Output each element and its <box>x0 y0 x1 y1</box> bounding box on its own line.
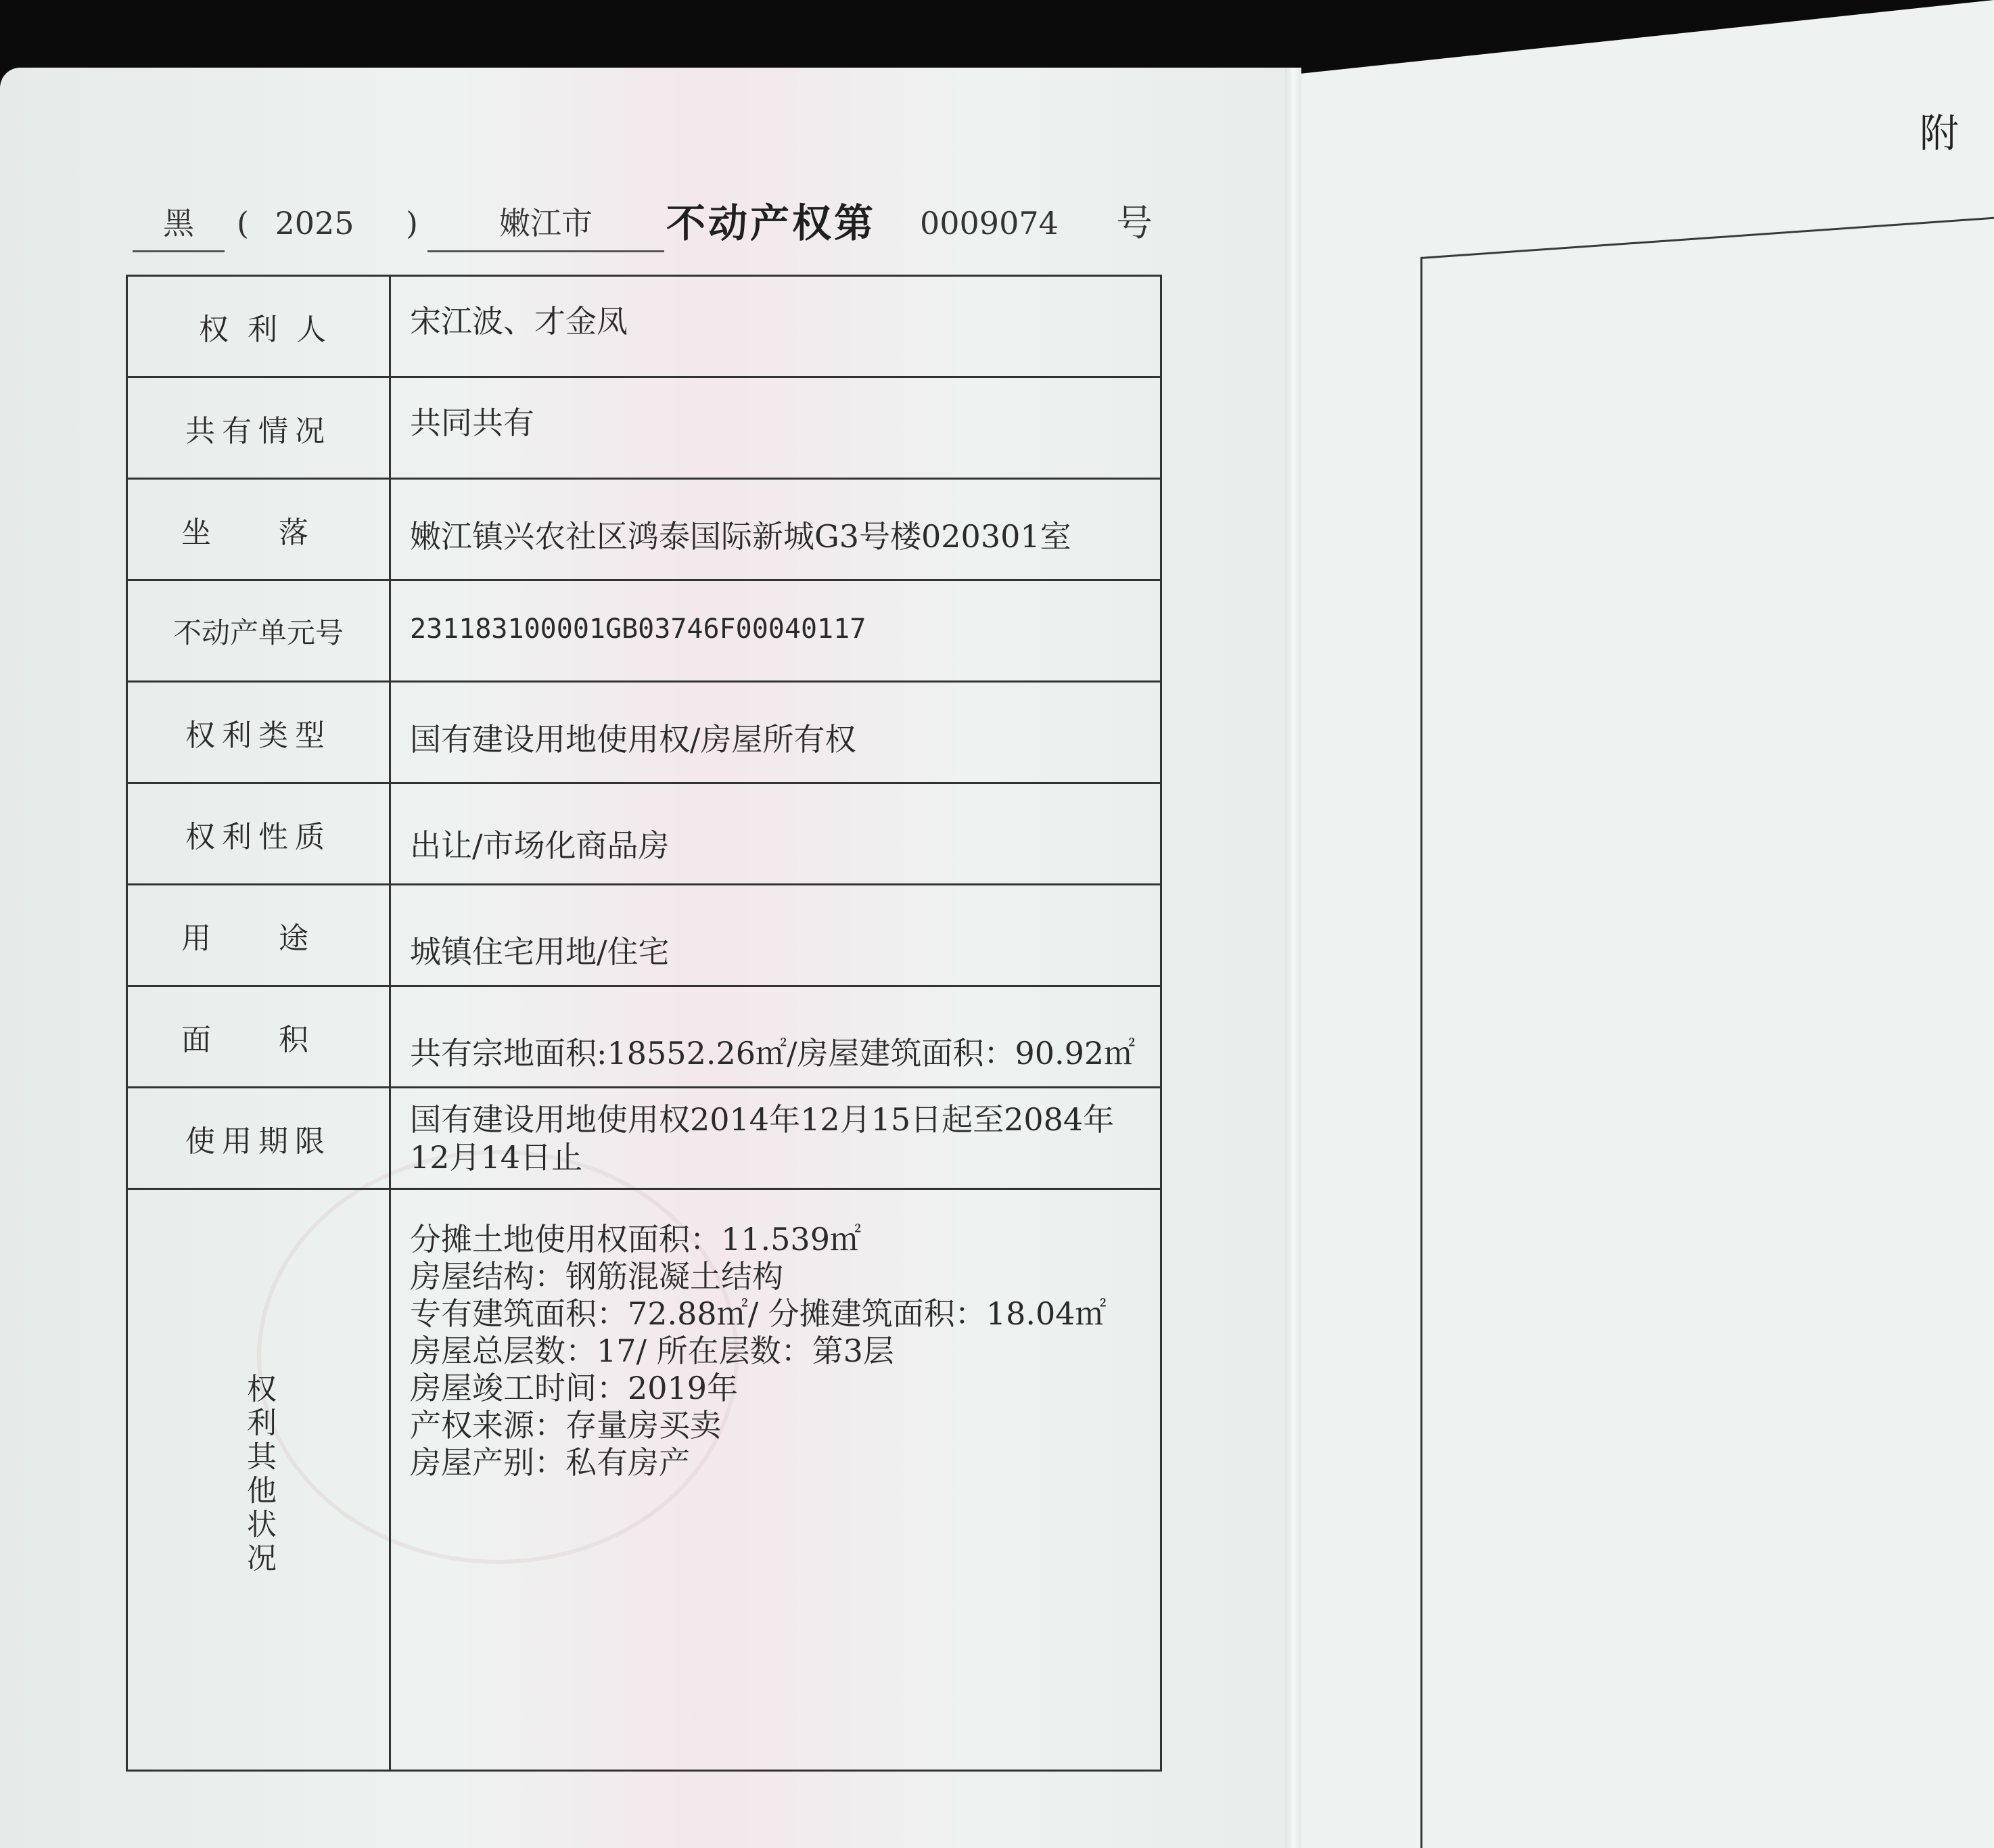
table-row <box>127 885 1161 986</box>
row-label-area: 面积 <box>127 986 390 1088</box>
attachment-heading: 附 <box>1920 110 1960 156</box>
row-value-owner: 宋江波、才金凤 <box>390 276 1161 377</box>
other-line: 房屋产别：私有房产 <box>410 1444 690 1481</box>
row-value-term: 国有建设用地使用权2014年12月15日起至2084年12月14日止 <box>390 1088 1161 1189</box>
row-label-other: 权利其他状况 <box>241 1373 276 1576</box>
table-row <box>127 986 1161 1088</box>
other-line: 产权来源：存量房买卖 <box>410 1407 721 1443</box>
table-row <box>127 682 1161 783</box>
certificate-number: 0009074 <box>920 205 1059 241</box>
table-row <box>127 1189 1161 1771</box>
year-open-paren: ( <box>237 205 249 241</box>
row-label-term: 使用期限 <box>127 1088 390 1189</box>
row-value-co-ownership: 共同共有 <box>390 377 1161 479</box>
attachment-frame <box>1420 216 1994 1848</box>
row-label-owner: 权利人 <box>127 276 390 377</box>
row-label-right-type: 权利类型 <box>127 682 390 783</box>
other-line: 房屋竣工时间：2019年 <box>410 1370 739 1406</box>
table-row <box>127 276 1161 377</box>
row-value-area: 共有宗地面积:18552.26㎡/房屋建筑面积：90.92㎡ <box>390 986 1161 1088</box>
certificate-suffix: 号 <box>1116 202 1153 244</box>
row-value-right-type: 国有建设用地使用权/房屋所有权 <box>390 682 1161 783</box>
book-spine <box>1285 68 1301 1848</box>
table-row <box>127 783 1161 885</box>
table-row <box>127 1088 1161 1189</box>
row-label-other-cell <box>127 1189 390 1771</box>
row-value-other <box>390 1189 1161 1771</box>
row-label-co-ownership: 共有情况 <box>127 377 390 479</box>
property-rights-table <box>126 275 1162 1772</box>
year-field: 2025 <box>275 205 354 241</box>
row-value-right-nature: 出让/市场化商品房 <box>390 783 1161 885</box>
certificate-title: 不动产权第 <box>666 200 877 246</box>
row-value-usage: 城镇住宅用地/住宅 <box>390 885 1161 986</box>
row-label-usage: 用途 <box>127 885 390 986</box>
row-label-location: 坐落 <box>127 479 390 580</box>
table-row <box>127 377 1161 479</box>
row-value-unit-number: 231183100001GB03746F00040117 <box>390 580 1161 682</box>
other-line: 专有建筑面积：72.88㎡/ 分摊建筑面积：18.04㎡ <box>410 1295 1107 1332</box>
year-close-paren: ) <box>406 205 418 241</box>
table-row <box>127 580 1161 682</box>
other-line: 房屋总层数：17/ 所在层数：第3层 <box>410 1333 894 1369</box>
row-label-unit-number: 不动产单元号 <box>127 580 390 682</box>
other-line: 房屋结构：钢筋混凝土结构 <box>410 1258 783 1295</box>
table-row <box>127 479 1161 580</box>
other-line: 分摊土地使用权面积：11.539㎡ <box>410 1221 861 1257</box>
province-field: 黑 <box>133 196 225 252</box>
row-value-location: 嫩江镇兴农社区鸿泰国际新城G3号楼020301室 <box>390 479 1161 580</box>
row-label-right-nature: 权利性质 <box>127 783 390 885</box>
city-field: 嫩江市 <box>427 196 664 252</box>
